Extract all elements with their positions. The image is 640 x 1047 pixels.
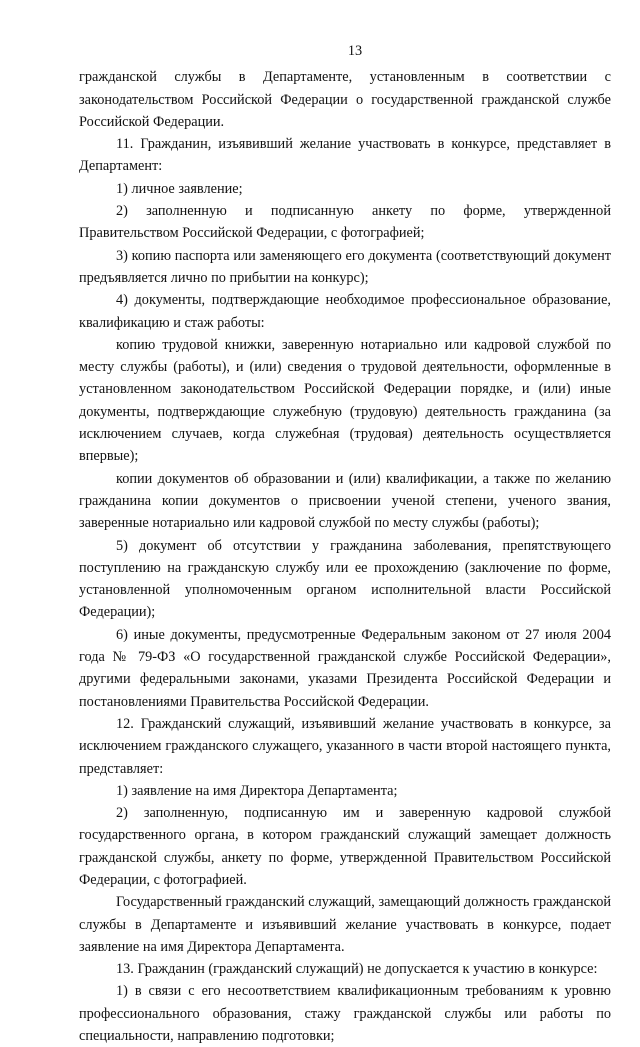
- paragraph: Государственный гражданский служащий, замещающий должность гражданской службы в Департаменте и изъявивший желание участвовать в конкурсе, подает заявление на имя Директора Департамента.: [79, 894, 611, 955]
- paragraph: 1) в связи с его несоответствием квалификационным требованиям к уровню профессионального образования, стажу гражданской службы или работы по специальности, направлению подготовки;: [79, 983, 611, 1045]
- document-body: [79, 66, 611, 1047]
- paragraph: 11. Гражданин, изъявивший желание участвовать в конкурсе, представляет в Департамент:: [79, 136, 611, 175]
- paragraph: 2) заполненную и подписанную анкету по форме, утвержденной Правительством Российской Федерации, с фотографией;: [79, 203, 611, 242]
- paragraph: копию трудовой книжки, заверенную нотариально или кадровой службой по месту службы (работы), и (или) сведения о трудовой деятельности, оформленные в установленном законодательством Российской Федерации порядке, и (или) иные документы, подтверждающие служебную (трудовую) деятельность гражданина (за исключением случаев, когда служебная (трудовая) деятельность осуществляется впервые);: [79, 336, 611, 465]
- paragraph: 2) заполненную, подписанную им и заверенную кадровой службой государственного органа, в котором гражданский служащий замещает должность гражданской службы, анкету по форме, утвержденной Правительством Российской Федерации, с фотографией.: [79, 805, 611, 888]
- paragraph: 12. Гражданский служащий, изъявивший желание участвовать в конкурсе, за исключением гражданского служащего, указанного в части второй настоящего пункта, представляет:: [79, 715, 611, 777]
- paragraph: 4) документы, подтверждающие необходимое профессиональное образование, квалификацию и стаж работы:: [79, 292, 611, 331]
- paragraph: 13. Гражданин (гражданский служащий) не допускается к участию в конкурсе:: [116, 961, 598, 978]
- page-number: 13: [347, 43, 363, 59]
- paragraph: 6) иные документы, предусмотренные Федеральным законом от 27 июля 2004 года № 79-ФЗ «О государственной гражданской службе Российской Федерации», другими федеральными законами, указами Президента Российской Федерации и постановлениями Правительства Российской Федерации.: [79, 626, 611, 710]
- paragraph: 1) заявление на имя Директора Департамента;: [116, 782, 398, 799]
- paragraph: гражданской службы в Департаменте, установленным в соответствии с законодательством Российской Федерации о государственной гражданской службе Российской Федерации.: [79, 69, 611, 130]
- paragraph: копии документов об образовании и (или) квалификации, а также по желанию гражданина копии документов о присвоении ученой степени, ученого звания, заверенные нотариально или кадровой службой по месту службы (работы);: [79, 470, 611, 532]
- paragraph: 3) копию паспорта или заменяющего его документа (соответствующий документ предъявляется лично по прибытии на конкурс);: [79, 247, 611, 286]
- paragraph: 1) личное заявление;: [116, 180, 243, 197]
- paragraph: 5) документ об отсутствии у гражданина заболевания, препятствующего поступлению на гражданскую службу или ее прохождению (заключение по форме, установленной уполномоченным органом исполнительной власти Российской Федерации);: [79, 537, 611, 621]
